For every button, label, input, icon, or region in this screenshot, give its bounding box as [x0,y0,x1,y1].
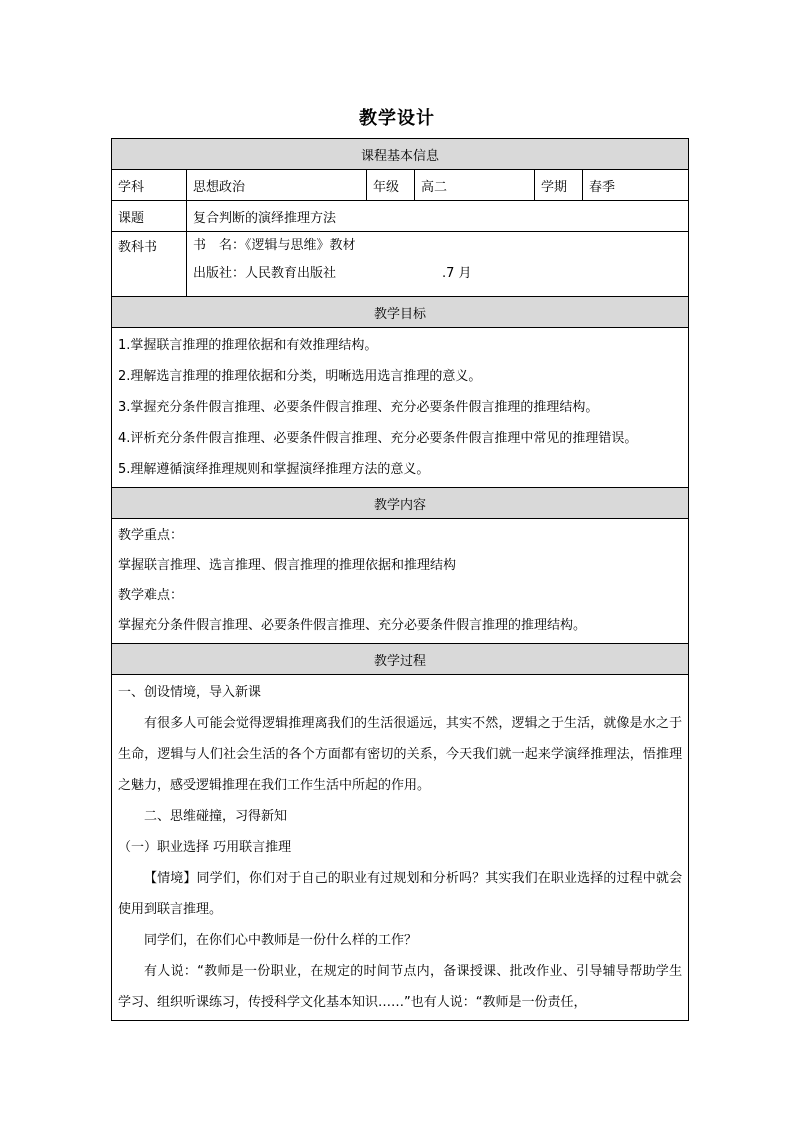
difficulties-label: 教学难点： [118,588,184,603]
textbook-publisher: 出版社：人民教育出版社 [193,266,337,281]
term-label: 学期 [535,170,583,201]
objective-item: 3.掌握充分条件假言推理、必要条件假言推理、充分必要条件假言推理的推理结构。 [118,400,599,415]
process-quote: 有人说：“教师是一份职业，在规定的时间节点内，备课授课、批改作业、引导辅导帮助学生学习、组织听课练习，传授科学文化基本知识……”也有人说：“教师是一份责任， [118,964,683,1010]
process-question: 同学们，在你们心中教师是一份什么样的工作？ [144,933,418,948]
term-value: 春季 [583,170,689,201]
process-header: 教学过程 [112,644,689,675]
process-subsection1-title: （一）职业选择 巧用联言推理 [118,840,292,855]
lesson-plan-table [111,138,689,1021]
textbook-date: .7 月 [442,266,472,281]
objectives-header: 教学目标 [112,297,689,328]
subject-value: 思想政治 [187,170,367,201]
key-points-label: 教学重点： [118,528,184,543]
objectives-header-row [112,297,689,328]
process-header-row [112,644,689,675]
objective-item: 2.理解选言推理的推理依据和分类，明晰选用选言推理的意义。 [118,369,482,384]
difficulties-text: 掌握充分条件假言推理、必要条件假言推理、充分必要条件假言推理的推理结构。 [118,618,587,633]
key-points-text: 掌握联言推理、选言推理、假言推理的推理依据和推理结构 [118,558,457,573]
document-title: 教学设计 [359,108,435,129]
subject-label: 学科 [112,170,187,201]
objectives-row [112,328,689,488]
process-section2-title: 二、思维碰撞，习得新知 [144,809,288,824]
topic-row [112,201,689,232]
basic-info-header: 课程基本信息 [112,139,689,170]
subject-row [112,170,689,201]
textbook-publisher-line [193,260,682,288]
textbook-label: 教科书 [112,232,187,297]
topic-value: 复合判断的演绎推理方法 [187,201,689,232]
textbook-info [187,232,689,297]
objective-item: 1.掌握联言推理的推理依据和有效推理结构。 [118,338,378,353]
teaching-process [112,675,689,1021]
grade-label: 年级 [367,170,415,201]
objectives-list [112,328,689,488]
objective-item: 5.理解遵循演绎推理规则和掌握演绎推理方法的意义。 [118,462,430,477]
content-header: 教学内容 [112,488,689,519]
textbook-name: 书 名：《逻辑与思维》教材 [193,238,356,253]
content-header-row [112,488,689,519]
process-section1-body: 有很多人可能会觉得逻辑推理离我们的生活很遥远，其实不然，逻辑之于生活，就像是水之于生命，逻辑与人们社会生活的各个方面都有密切的关系，今天我们就一起来学演绎推理法，悟推理之魅力，感受逻辑推理在我们工作生活中所起的作用。 [118,716,683,793]
process-scenario: 【情境】同学们，你们对于自己的职业有过规划和分析吗？其实我们在职业选择的过程中就会使用到联言推理。 [118,871,683,917]
basic-info-header-row [112,139,689,170]
textbook-row [112,232,689,297]
content-row [112,519,689,644]
topic-label: 课题 [112,201,187,232]
teaching-content [112,519,689,644]
process-section1-title: 一、创设情境，导入新课 [118,685,262,700]
objective-item: 4.评析充分条件假言推理、必要条件假言推理、充分必要条件假言推理中常见的推理错误。 [118,431,638,446]
grade-value: 高二 [415,170,535,201]
process-row [112,675,689,1021]
